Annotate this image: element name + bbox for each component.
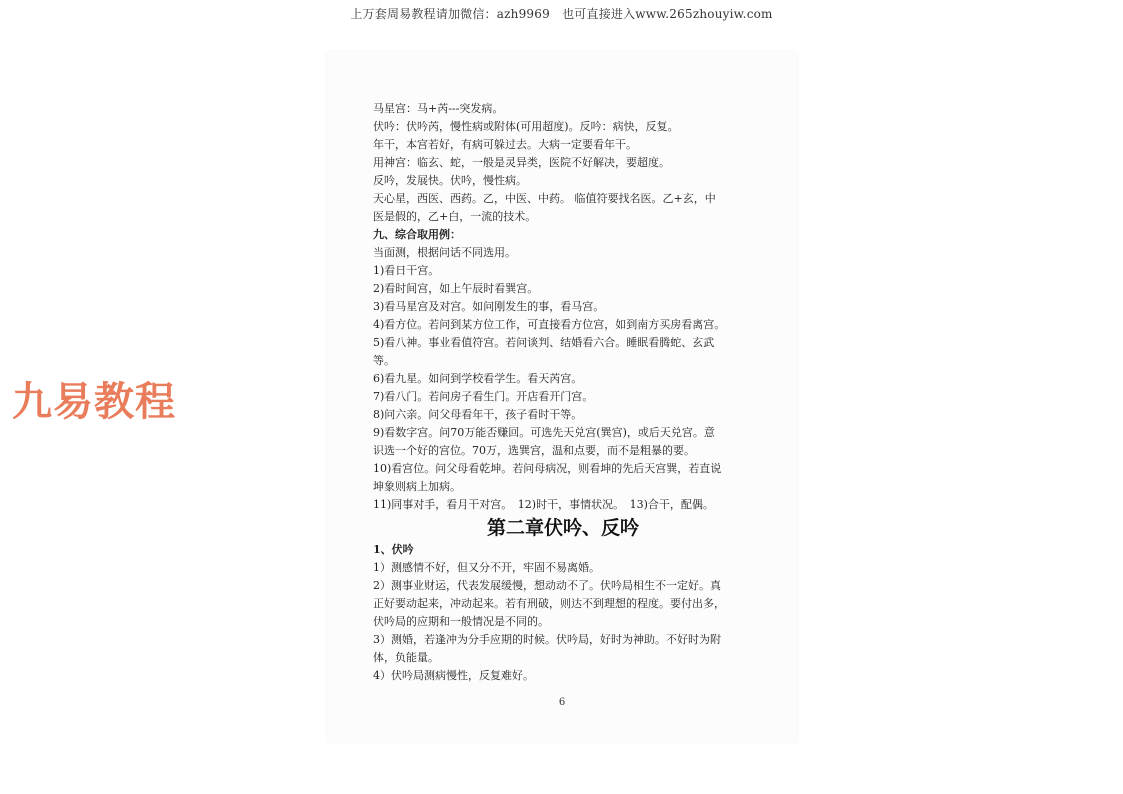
text-line: 4）伏吟局测病慢性，反复难好。 [373, 669, 534, 682]
section-heading: 1、伏吟 [373, 543, 414, 556]
text-line: 5)看八神。事业看值符宫。若问谈判、结婚看六合。睡眠看腾蛇、玄武 [373, 336, 715, 349]
chapter-title: 第二章伏吟、反吟 [486, 517, 639, 539]
text-line: 伏吟：伏吟芮，慢性病或附体(可用超度)。反吟：病快，反复。 [373, 120, 679, 133]
text-line: 10)看宫位。问父母看乾坤。若问母病况，则看坤的先后天宫巽，若直说 [373, 462, 722, 475]
text-line: 6)看九星。如问到学校看学生。看天芮宫。 [373, 372, 583, 385]
text-line: 体，负能量。 [373, 651, 439, 664]
text-line: 8)问六亲。问父母看年干，孩子看时干等。 [373, 408, 583, 421]
text-line: 1)看日干宫。 [373, 264, 440, 277]
text-line: 2）测事业财运，代表发展缓慢，想动动不了。伏吟局相生不一定好。真 [373, 579, 721, 592]
page-content [373, 100, 753, 685]
top-banner: 上万套周易教程请加微信：azh9969 也可直接进入www.265zhouyiw.com [350, 7, 773, 21]
text-line: 11)同事对手，看月干对宫。 12)时干，事情状况。 13)合干，配偶。 [373, 498, 714, 511]
text-line: 当面测，根据问话不同选用。 [373, 246, 516, 259]
section-heading: 九、综合取用例： [373, 228, 461, 241]
text-line: 年干，本宫若好，有病可躲过去。大病一定要看年干。 [373, 138, 637, 151]
text-line: 7)看八门。若问房子看生门。开店看开门宫。 [373, 390, 594, 403]
text-line: 正好要动起来，冲动起来。若有刑破，则达不到理想的程度。要付出多， [373, 597, 725, 610]
text-line: 1）测感情不好，但又分不开，牢固不易离婚。 [373, 561, 600, 574]
text-line: 伏吟局的应期和一般情况是不同的。 [373, 615, 549, 628]
text-line: 马星宫：马+芮---突发病。 [373, 102, 504, 115]
document-page [327, 52, 797, 742]
text-line: 4)看方位。若问到某方位工作，可直接看方位宫，如到南方买房看离宫。 [373, 318, 726, 331]
text-line: 用神宫：临玄、蛇，一般是灵异类，医院不好解决，要超度。 [373, 156, 670, 169]
watermark-logo: 九易教程 [12, 379, 176, 425]
text-line: 天心星，西医、西药。乙，中医、中药。 临值符要找名医。乙+玄，中 [373, 192, 716, 205]
text-line: 坤象则病上加病。 [373, 480, 461, 493]
text-line: 3）测婚，若逢冲为分手应期的时候。伏吟局，好时为神助。不好时为附 [373, 633, 721, 646]
page-number: 6 [558, 697, 566, 708]
text-line: 3)看马星宫及对宫。如问刚发生的事，看马宫。 [373, 300, 605, 313]
text-line: 9)看数字宫。问70万能否赚回。可选先天兑宫(巽宫)，或后天兑宫。意 [373, 426, 715, 439]
text-line: 反吟，发展快。伏吟，慢性病。 [373, 174, 527, 187]
text-line: 医是假的，乙+白，一流的技术。 [373, 210, 537, 223]
text-line: 2)看时间宫，如上午辰时看巽宫。 [373, 282, 539, 295]
text-line: 识选一个好的宫位。70万，选巽宫，温和点要，而不是粗暴的要。 [373, 444, 695, 457]
text-line: 等。 [373, 354, 395, 367]
